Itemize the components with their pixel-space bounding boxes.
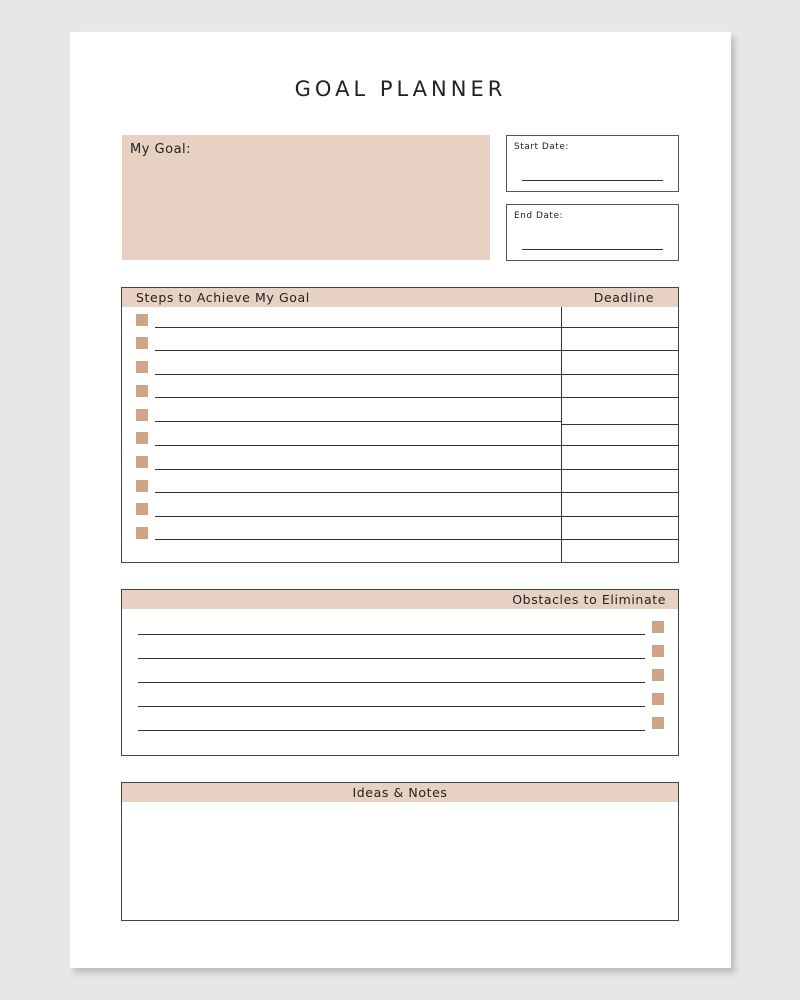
step-checkbox[interactable]: [136, 480, 148, 492]
obstacle-checkbox[interactable]: [652, 717, 664, 729]
end-date-label: End Date:: [514, 211, 564, 221]
notes-area[interactable]: [122, 802, 678, 920]
start-date-box[interactable]: [506, 135, 679, 192]
start-date-line: [522, 180, 663, 181]
deadline-line[interactable]: [561, 397, 678, 398]
step-line[interactable]: [155, 350, 561, 351]
step-line[interactable]: [155, 516, 561, 517]
notes-header-label: Ideas & Notes: [352, 785, 448, 800]
obstacle-checkbox[interactable]: [652, 693, 664, 705]
step-line[interactable]: [155, 469, 561, 470]
step-line[interactable]: [155, 445, 561, 446]
step-checkbox[interactable]: [136, 527, 148, 539]
obstacle-line[interactable]: [138, 730, 645, 731]
step-checkbox[interactable]: [136, 432, 148, 444]
notes-section: [121, 782, 679, 921]
step-line[interactable]: [155, 374, 561, 375]
step-checkbox[interactable]: [136, 314, 148, 326]
step-line[interactable]: [155, 539, 561, 540]
obstacle-line[interactable]: [138, 682, 645, 683]
my-goal-box[interactable]: [122, 135, 490, 260]
deadline-line[interactable]: [561, 327, 678, 328]
deadline-line[interactable]: [561, 469, 678, 470]
obstacles-section: [121, 589, 679, 756]
deadline-line[interactable]: [561, 516, 678, 517]
obstacle-checkbox[interactable]: [652, 645, 664, 657]
deadline-line[interactable]: [561, 492, 678, 493]
deadline-line[interactable]: [561, 445, 678, 446]
end-date-box[interactable]: [506, 204, 679, 261]
step-checkbox[interactable]: [136, 361, 148, 373]
planner-page: [70, 32, 731, 968]
step-line[interactable]: [155, 327, 561, 328]
deadline-line[interactable]: [561, 424, 678, 425]
obstacles-header-label: Obstacles to Eliminate: [512, 592, 666, 607]
deadline-line[interactable]: [561, 350, 678, 351]
notes-header-bar: [122, 783, 678, 802]
step-checkbox[interactable]: [136, 337, 148, 349]
obstacle-checkbox[interactable]: [652, 621, 664, 633]
step-checkbox[interactable]: [136, 385, 148, 397]
my-goal-label: My Goal:: [130, 142, 192, 157]
page-title: GOAL PLANNER: [294, 77, 507, 101]
step-line[interactable]: [155, 421, 561, 422]
obstacle-line[interactable]: [138, 658, 645, 659]
obstacles-header-bar: [122, 590, 678, 609]
steps-header-label: Steps to Achieve My Goal: [136, 290, 310, 305]
end-date-line: [522, 249, 663, 250]
step-checkbox[interactable]: [136, 456, 148, 468]
deadline-line[interactable]: [561, 374, 678, 375]
steps-section: [121, 287, 679, 563]
obstacle-line[interactable]: [138, 706, 645, 707]
deadline-line[interactable]: [561, 539, 678, 540]
step-line[interactable]: [155, 397, 561, 398]
step-line[interactable]: [155, 492, 561, 493]
step-checkbox[interactable]: [136, 503, 148, 515]
deadline-header-label: Deadline: [593, 290, 654, 305]
steps-header-bar: [122, 288, 678, 307]
obstacle-checkbox[interactable]: [652, 669, 664, 681]
step-checkbox[interactable]: [136, 409, 148, 421]
deadline-column-divider: [561, 307, 562, 562]
obstacle-line[interactable]: [138, 634, 645, 635]
start-date-label: Start Date:: [514, 142, 569, 152]
